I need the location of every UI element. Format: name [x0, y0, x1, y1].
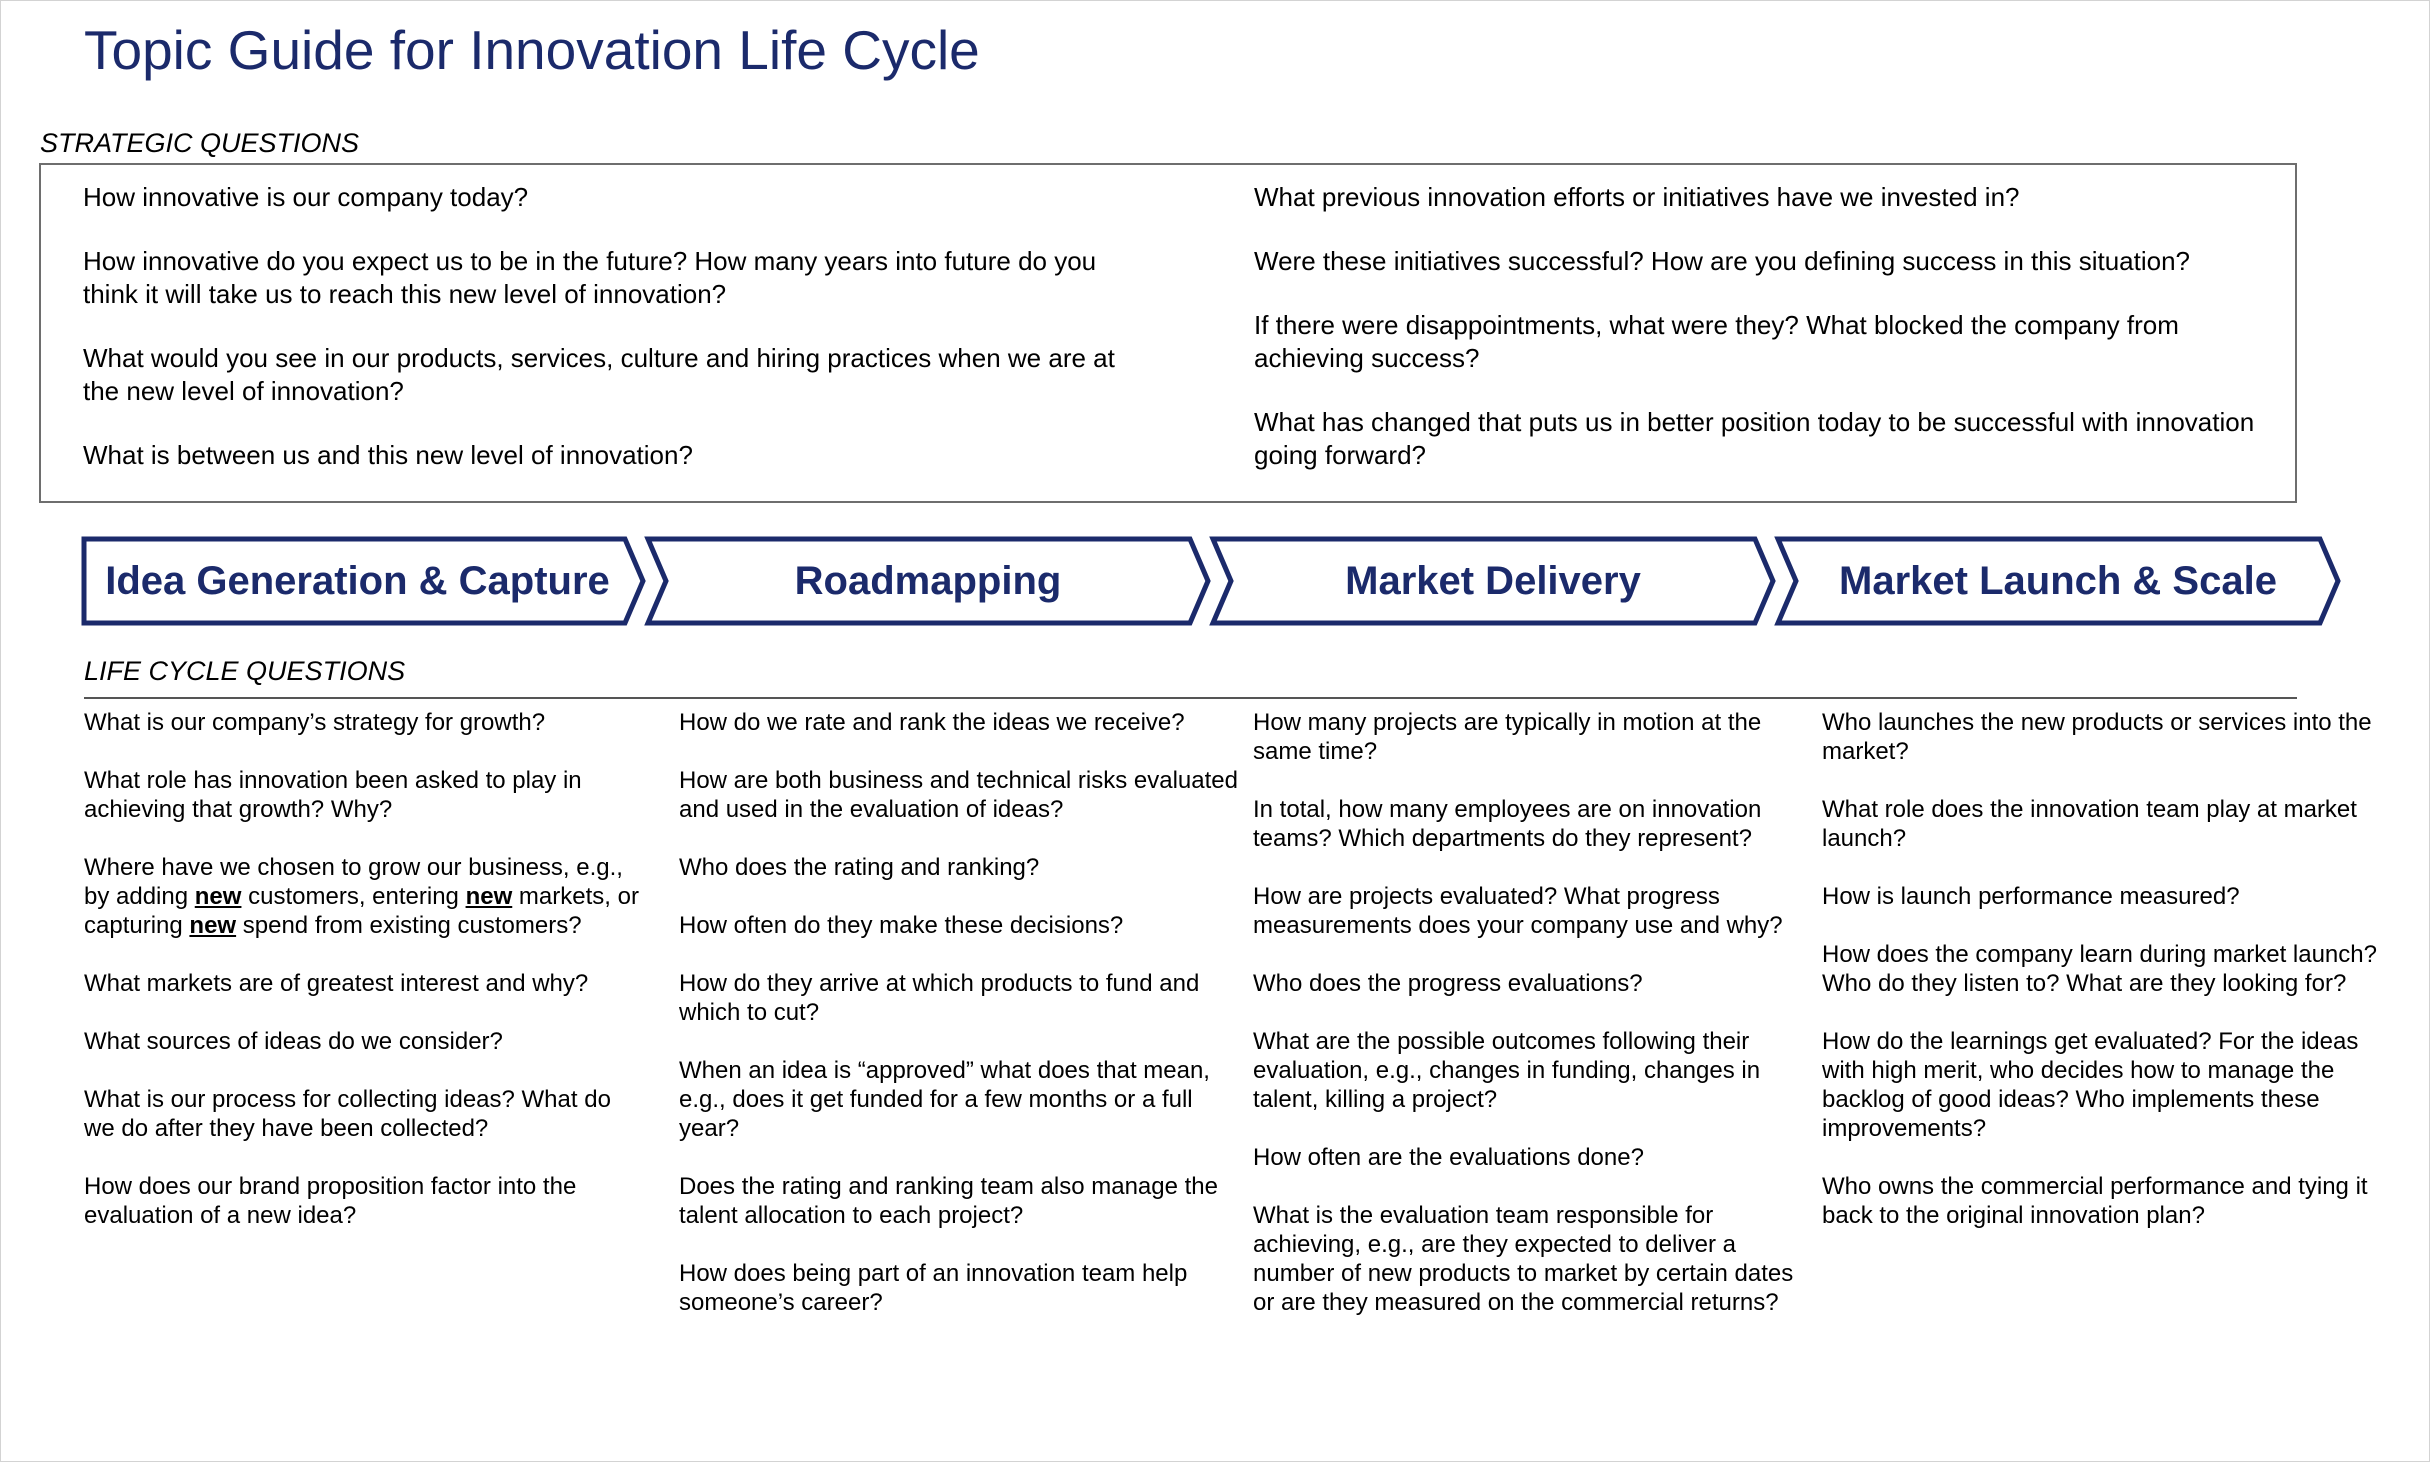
life-cycle-question: How many projects are typically in motion at the same time? — [1253, 709, 1762, 765]
emphasis-new: new — [194, 883, 242, 910]
life-cycle-question: When an idea is “approved” what does that mean, e.g., does it get funded for a few months or a full year? — [679, 1057, 1210, 1142]
strategic-question: If there were disappointments, what were they? What blocked the company from achieving success? — [1254, 310, 2179, 373]
strategic-question: What previous innovation efforts or initiatives have we invested in? — [1254, 182, 2020, 212]
question-text: customers, entering — [241, 883, 466, 910]
life-cycle-question: How are both business and technical risks evaluated and used in the evaluation of ideas? — [679, 767, 1238, 823]
life-cycle-question: What are the possible outcomes following their evaluation, e.g., changes in funding, changes in talent, killing a project? — [1253, 1028, 1761, 1113]
stage-label-roadmapping: Roadmapping — [794, 559, 1062, 603]
strategic-question: What is between us and this new level of innovation? — [83, 440, 693, 470]
emphasis-new: new — [189, 912, 237, 939]
strategic-left-column — [83, 181, 1143, 503]
roadmapping-questions — [679, 708, 1239, 1346]
life-cycle-question: In total, how many employees are on innovation teams? Which departments do they represent? — [1253, 796, 1762, 852]
life-cycle-question: Who does the progress evaluations? — [1253, 970, 1643, 997]
life-cycle-question: How often are the evaluations done? — [1253, 1144, 1644, 1171]
life-cycle-question: How are projects evaluated? What progress measurements does your company use and why? — [1253, 883, 1783, 939]
strategic-right-column — [1254, 181, 2264, 503]
life-cycle-question: Does the rating and ranking team also manage the talent allocation to each project? — [679, 1173, 1219, 1229]
life-cycle-question: What role does the innovation team play at market launch? — [1822, 796, 2357, 852]
life-cycle-question: Who launches the new products or services into the market? — [1822, 709, 2372, 765]
market-delivery-questions — [1253, 708, 1813, 1346]
life-cycle-question: How does our brand proposition factor into the evaluation of a new idea? — [84, 1173, 577, 1229]
life-cycle-question: How is launch performance measured? — [1822, 883, 2240, 910]
stage-label-market-delivery: Market Delivery — [1345, 559, 1641, 603]
life-cycle-question: How does the company learn during market launch? Who do they listen to? What are they looking for? — [1822, 941, 2377, 997]
strategic-question: How innovative do you expect us to be in the future? How many years into future do you think it will take us to reach this new level of innovation? — [83, 246, 1097, 309]
strategic-question: Were these initiatives successful? How are you defining success in this situation? — [1254, 246, 2190, 276]
strategic-questions-label: STRATEGIC QUESTIONS — [40, 128, 360, 158]
life-cycle-question: How do they arrive at which products to fund and which to cut? — [679, 970, 1200, 1026]
life-cycle-question — [84, 853, 644, 940]
life-cycle-question: How often do they make these decisions? — [679, 912, 1124, 939]
idea-generation-questions — [84, 708, 644, 1259]
page-title: Topic Guide for Innovation Life Cycle — [84, 19, 980, 81]
question-text: spend from existing customers? — [236, 912, 582, 939]
life-cycle-question: What sources of ideas do we consider? — [84, 1028, 503, 1055]
life-cycle-questions-label: LIFE CYCLE QUESTIONS — [84, 656, 406, 686]
life-cycle-question: What markets are of greatest interest and why? — [84, 970, 589, 997]
life-cycle-question: Who owns the commercial performance and tying it back to the original innovation plan? — [1822, 1173, 2368, 1229]
life-cycle-question: Who does the rating and ranking? — [679, 854, 1040, 881]
question-text: Where have we chosen to grow our business, e.g., by adding — [84, 854, 623, 910]
life-cycle-question: What role has innovation been asked to play in achieving that growth? Why? — [84, 767, 582, 823]
strategic-question: What has changed that puts us in better position today to be successful with innovation going forward? — [1254, 407, 2255, 470]
life-cycle-divider — [84, 697, 2297, 699]
strategic-question: How innovative is our company today? — [83, 182, 529, 212]
stage-label-market-launch: Market Launch & Scale — [1839, 559, 2277, 603]
stage-label-idea-generation: Idea Generation & Capture — [105, 559, 610, 603]
life-cycle-question: How do we rate and rank the ideas we receive? — [679, 709, 1185, 736]
life-cycle-question: What is our company’s strategy for growth? — [84, 709, 546, 736]
strategic-question: What would you see in our products, services, culture and hiring practices when we are at the new level of innovation? — [83, 343, 1115, 406]
life-cycle-question: How does being part of an innovation team help someone’s career? — [679, 1260, 1188, 1316]
question-text: markets, or capturing — [84, 883, 639, 939]
market-launch-questions — [1822, 708, 2382, 1259]
life-cycle-question: What is our process for collecting ideas? What do we do after they have been collected? — [84, 1086, 611, 1142]
emphasis-new: new — [465, 883, 513, 910]
life-cycle-question: What is the evaluation team responsible for achieving, e.g., are they expected to deliver a number of new products to market by certain dates or are they measured on the commercial returns? — [1253, 1202, 1794, 1316]
life-cycle-question: How do the learnings get evaluated? For the ideas with high merit, who decides how to manage the backlog of good ideas? Who implements these improvements? — [1822, 1028, 2359, 1142]
strategic-questions-box — [39, 163, 2297, 503]
